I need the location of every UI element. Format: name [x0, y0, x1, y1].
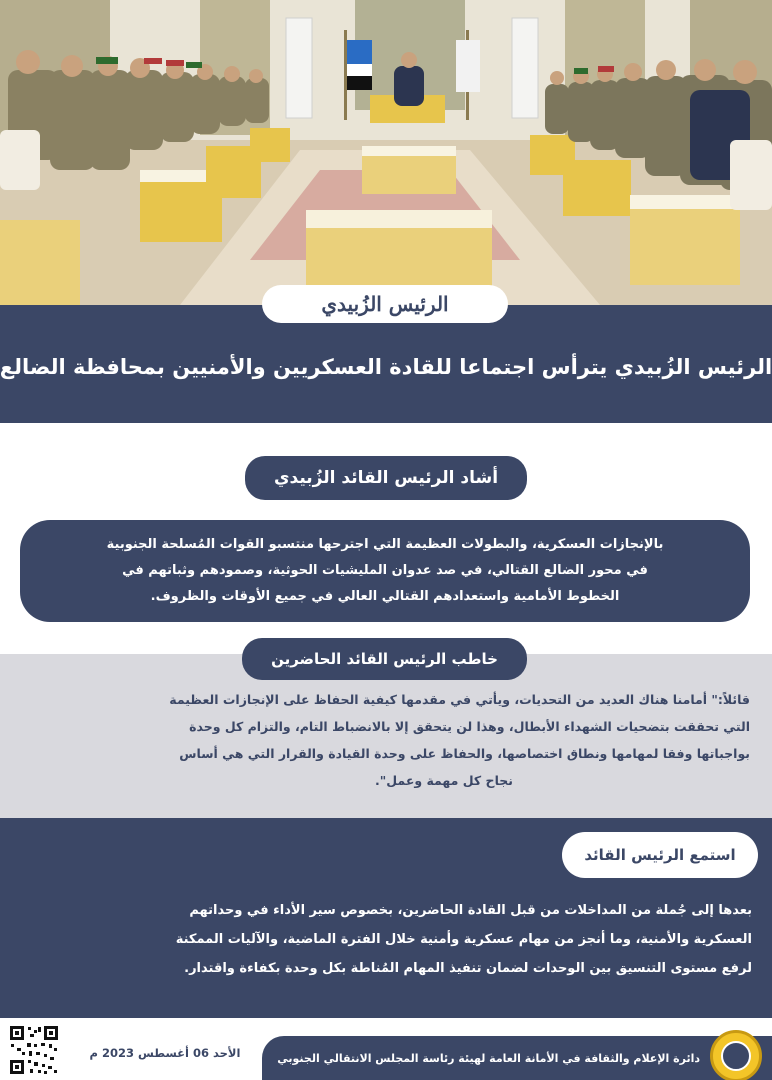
publish-date: الأحد 06 أغسطس 2023 م	[89, 1046, 241, 1060]
section1-line: بالإنجازات العسكرية، والبطولات العظيمة التي اجترحها منتسبو القوات المُسلحة الجنوبية	[106, 537, 664, 552]
president-name-label: الرئيس الزُبيدي	[262, 285, 508, 323]
section2-heading: خاطب الرئيس القائد الحاضرين	[242, 638, 527, 680]
meeting-photo	[0, 0, 772, 305]
quote-line: التي تحققت بتضحيات الشهداء الأبطال، وهذا لن يتحقق إلا بالانضباط التام، والتزام كل وحدة	[189, 719, 750, 734]
footer-department-bar	[262, 1036, 772, 1080]
quote-line: بواجباتها وفقا لمهامها ونطاق اختصاصها، والحفاظ على وحدة القيادة والقرار التي هي أساس	[179, 746, 750, 761]
quote-line: قائلاً:" أمامنا هناك العديد من التحديات، ويأتي في مقدمها كيفية الحفاظ على الإنجازات العظيمة	[169, 692, 750, 707]
section3-line: العسكرية والأمنية، وما أنجز من مهام عسكرية وأمنية خلال الفترة الماضية، والآليات الممكنة	[175, 932, 752, 947]
section3-text	[18, 896, 752, 983]
section3-line: لرفع مستوى التنسيق بين الوحدات لضمان تنفيذ المهام المُناطة بكل وحدة بكفاءة واقتدار.	[184, 961, 752, 976]
section1-line: الخطوط الأمامية واستعدادهم القتالي العالي في جميع الأوقات والظروف.	[150, 589, 620, 604]
section3-line: بعدها إلى جُملة من المداخلات من قبل القادة الحاضرين، بخصوص سير الأداء في وحداتهم	[189, 903, 752, 918]
section1-line: في محور الضالع القتالي، في صد عدوان المليشيات الحوثية، وصمودهم وثباتهم في	[122, 563, 648, 578]
department-label: دائرة الإعلام والثقافة في الأمانة العامة لهيئة رئاسة المجلس الانتقالي الجنوبي	[277, 1051, 700, 1065]
section3-heading: استمع الرئيس القائد	[562, 832, 758, 878]
qr-code-icon[interactable]	[8, 1024, 60, 1076]
quote-line: نجاح كل مهمة وعمل".	[375, 773, 513, 788]
council-emblem-logo	[710, 1030, 762, 1080]
quote-text	[18, 686, 750, 794]
section1-text-box	[20, 520, 750, 622]
section1-heading: أشاد الرئيس القائد الزُبيدي	[245, 456, 527, 500]
page-title: الرئيس الزُبيدي يترأس اجتماعا للقادة العسكريين والأمنيين بمحافظة الضالع	[0, 355, 772, 379]
